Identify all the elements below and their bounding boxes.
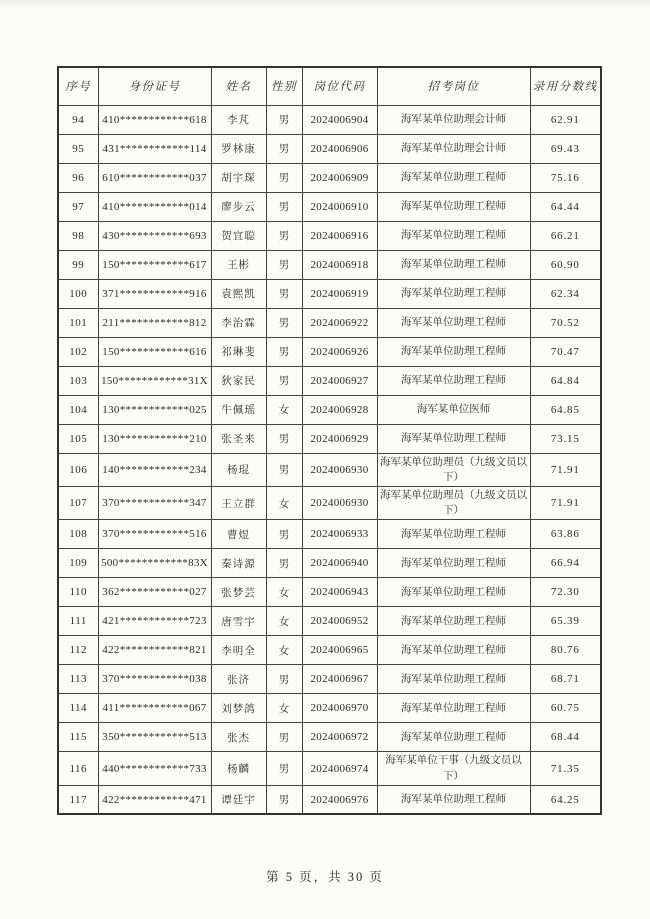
cell-position: 海军某单位助理工程师: [377, 785, 530, 814]
cell-serial: 98: [58, 221, 98, 250]
cell-gender: 女: [266, 636, 302, 665]
cell-name: 李明全: [211, 636, 266, 665]
table-row: [58, 134, 601, 163]
cell-position-code: 2024006927: [302, 366, 377, 395]
cell-position-code: 2024006974: [302, 752, 377, 785]
cell-id-number: 150************31X: [98, 366, 211, 395]
table-row: [58, 520, 601, 549]
cell-serial: 109: [58, 549, 98, 578]
table-row: [58, 607, 601, 636]
cell-id-number: 130************210: [98, 424, 211, 453]
cell-gender: 女: [266, 607, 302, 636]
cell-serial: 115: [58, 723, 98, 752]
cell-position-code: 2024006922: [302, 308, 377, 337]
cell-serial: 116: [58, 752, 98, 785]
cell-serial: 101: [58, 308, 98, 337]
recruitment-score-table: [57, 66, 602, 815]
cell-name: 杨琨: [211, 453, 266, 486]
cell-position-code: 2024006906: [302, 134, 377, 163]
cell-serial: 107: [58, 486, 98, 519]
cell-id-number: 211************812: [98, 308, 211, 337]
cell-id-number: 431************114: [98, 134, 211, 163]
cell-position: 海军某单位助理工程师: [377, 163, 530, 192]
col-header-score-line: 录用分数线: [530, 67, 601, 105]
table-row: [58, 250, 601, 279]
cell-id-number: 440************733: [98, 752, 211, 785]
cell-name: 杨麟: [211, 752, 266, 785]
cell-gender: 男: [266, 192, 302, 221]
cell-score: 69.43: [530, 134, 601, 163]
table-row: [58, 163, 601, 192]
cell-position-code: 2024006930: [302, 486, 377, 519]
cell-id-number: 500************83X: [98, 549, 211, 578]
cell-id-number: 150************616: [98, 337, 211, 366]
cell-serial: 117: [58, 785, 98, 814]
cell-id-number: 421************723: [98, 607, 211, 636]
cell-position: 海军某单位助理工程师: [377, 424, 530, 453]
cell-position: 海军某单位助理会计师: [377, 134, 530, 163]
cell-gender: 女: [266, 395, 302, 424]
cell-score: 80.76: [530, 636, 601, 665]
cell-position: 海军某单位助理工程师: [377, 665, 530, 694]
cell-id-number: 371************916: [98, 279, 211, 308]
table-row: [58, 486, 601, 519]
cell-gender: 男: [266, 337, 302, 366]
cell-serial: 100: [58, 279, 98, 308]
cell-serial: 112: [58, 636, 98, 665]
cell-gender: 男: [266, 785, 302, 814]
cell-position-code: 2024006904: [302, 105, 377, 134]
cell-name: 李治霖: [211, 308, 266, 337]
cell-id-number: 350************513: [98, 723, 211, 752]
cell-score: 70.52: [530, 308, 601, 337]
table-row: [58, 578, 601, 607]
cell-gender: 男: [266, 250, 302, 279]
cell-position-code: 2024006967: [302, 665, 377, 694]
cell-position-code: 2024006909: [302, 163, 377, 192]
cell-position: 海军某单位助理工程师: [377, 520, 530, 549]
cell-gender: 男: [266, 665, 302, 694]
cell-name: 李芃: [211, 105, 266, 134]
table-row: [58, 752, 601, 785]
cell-position-code: 2024006916: [302, 221, 377, 250]
cell-name: 狄家民: [211, 366, 266, 395]
cell-serial: 97: [58, 192, 98, 221]
col-header-serial: 序号: [58, 67, 98, 105]
cell-name: 胡宇琛: [211, 163, 266, 192]
cell-gender: 男: [266, 549, 302, 578]
cell-position: 海军某单位助理工程师: [377, 308, 530, 337]
cell-score: 60.90: [530, 250, 601, 279]
cell-position: 海军某单位干事（九级文员以下）: [377, 752, 530, 785]
cell-id-number: 370************347: [98, 486, 211, 519]
table-row: [58, 105, 601, 134]
cell-score: 66.94: [530, 549, 601, 578]
cell-id-number: 430************693: [98, 221, 211, 250]
cell-score: 64.85: [530, 395, 601, 424]
table-row: [58, 694, 601, 723]
cell-position: 海军某单位医师: [377, 395, 530, 424]
cell-serial: 114: [58, 694, 98, 723]
cell-score: 71.91: [530, 486, 601, 519]
col-header-name: 姓名: [211, 67, 266, 105]
cell-name: 张圣来: [211, 424, 266, 453]
col-header-position-code: 岗位代码: [302, 67, 377, 105]
cell-position: 海军某单位助理工程师: [377, 192, 530, 221]
cell-serial: 103: [58, 366, 98, 395]
cell-position-code: 2024006919: [302, 279, 377, 308]
cell-position: 海军某单位助理工程师: [377, 636, 530, 665]
cell-score: 62.91: [530, 105, 601, 134]
table-header: [58, 67, 601, 105]
cell-position-code: 2024006929: [302, 424, 377, 453]
cell-position: 海军某单位助理会计师: [377, 105, 530, 134]
cell-serial: 105: [58, 424, 98, 453]
table-row: [58, 785, 601, 814]
cell-serial: 111: [58, 607, 98, 636]
table-row: [58, 453, 601, 486]
cell-position-code: 2024006965: [302, 636, 377, 665]
cell-score: 72.30: [530, 578, 601, 607]
cell-name: 王彬: [211, 250, 266, 279]
cell-score: 71.91: [530, 453, 601, 486]
cell-name: 唐雪宇: [211, 607, 266, 636]
cell-serial: 108: [58, 520, 98, 549]
table-row: [58, 636, 601, 665]
cell-serial: 106: [58, 453, 98, 486]
cell-name: 张杰: [211, 723, 266, 752]
cell-position: 海军某单位助理工程师: [377, 549, 530, 578]
table-row: [58, 192, 601, 221]
cell-id-number: 370************516: [98, 520, 211, 549]
cell-name: 刘梦鸽: [211, 694, 266, 723]
cell-gender: 男: [266, 723, 302, 752]
cell-name: 牛佩瑶: [211, 395, 266, 424]
cell-gender: 男: [266, 453, 302, 486]
page-footer: 第 5 页，共 30 页: [266, 870, 384, 884]
cell-position: 海军某单位助理工程师: [377, 578, 530, 607]
cell-name: 张济: [211, 665, 266, 694]
cell-serial: 113: [58, 665, 98, 694]
cell-gender: 男: [266, 424, 302, 453]
cell-score: 70.47: [530, 337, 601, 366]
cell-position-code: 2024006910: [302, 192, 377, 221]
cell-score: 63.86: [530, 520, 601, 549]
cell-serial: 102: [58, 337, 98, 366]
cell-position: 海军某单位助理工程师: [377, 723, 530, 752]
cell-position: 海军某单位助理工程师: [377, 694, 530, 723]
table-row: [58, 723, 601, 752]
cell-id-number: 422************471: [98, 785, 211, 814]
cell-gender: 男: [266, 163, 302, 192]
cell-position: 海军某单位助理工程师: [377, 366, 530, 395]
cell-serial: 96: [58, 163, 98, 192]
cell-score: 64.84: [530, 366, 601, 395]
cell-score: 62.34: [530, 279, 601, 308]
table-row: [58, 665, 601, 694]
cell-position-code: 2024006940: [302, 549, 377, 578]
col-header-gender: 性别: [266, 67, 302, 105]
table-row: [58, 221, 601, 250]
cell-id-number: 150************617: [98, 250, 211, 279]
table-row: [58, 279, 601, 308]
cell-position-code: 2024006918: [302, 250, 377, 279]
cell-gender: 男: [266, 279, 302, 308]
cell-position-code: 2024006930: [302, 453, 377, 486]
cell-position: 海军某单位助理员（九级文员以下）: [377, 453, 530, 486]
cell-position-code: 2024006976: [302, 785, 377, 814]
cell-score: 66.21: [530, 221, 601, 250]
cell-gender: 男: [266, 752, 302, 785]
cell-score: 64.25: [530, 785, 601, 814]
cell-position-code: 2024006943: [302, 578, 377, 607]
cell-position: 海军某单位助理工程师: [377, 250, 530, 279]
cell-position-code: 2024006933: [302, 520, 377, 549]
cell-score: 60.75: [530, 694, 601, 723]
table-row: [58, 308, 601, 337]
cell-name: 廖步云: [211, 192, 266, 221]
cell-score: 75.16: [530, 163, 601, 192]
table-row: [58, 337, 601, 366]
cell-gender: 男: [266, 134, 302, 163]
cell-score: 68.44: [530, 723, 601, 752]
cell-position-code: 2024006926: [302, 337, 377, 366]
table-row: [58, 366, 601, 395]
col-header-position: 招考岗位: [377, 67, 530, 105]
cell-id-number: 422************821: [98, 636, 211, 665]
cell-position-code: 2024006952: [302, 607, 377, 636]
cell-name: 谭廷宇: [211, 785, 266, 814]
cell-position: 海军某单位助理员（九级文员以下）: [377, 486, 530, 519]
cell-id-number: 130************025: [98, 395, 211, 424]
cell-name: 秦诗源: [211, 549, 266, 578]
header-row: [58, 67, 601, 105]
cell-name: 曹煜: [211, 520, 266, 549]
cell-id-number: 410************618: [98, 105, 211, 134]
cell-serial: 110: [58, 578, 98, 607]
cell-name: 罗林康: [211, 134, 266, 163]
cell-name: 袁熙凯: [211, 279, 266, 308]
table-row: [58, 424, 601, 453]
cell-id-number: 370************038: [98, 665, 211, 694]
cell-id-number: 410************014: [98, 192, 211, 221]
cell-position-code: 2024006970: [302, 694, 377, 723]
cell-id-number: 140************234: [98, 453, 211, 486]
table-row: [58, 395, 601, 424]
cell-score: 73.15: [530, 424, 601, 453]
cell-id-number: 362************027: [98, 578, 211, 607]
cell-score: 65.39: [530, 607, 601, 636]
cell-gender: 男: [266, 105, 302, 134]
cell-position: 海军某单位助理工程师: [377, 607, 530, 636]
cell-id-number: 610************037: [98, 163, 211, 192]
cell-serial: 94: [58, 105, 98, 134]
col-header-id-number: 身份证号: [98, 67, 211, 105]
cell-position-code: 2024006972: [302, 723, 377, 752]
cell-serial: 95: [58, 134, 98, 163]
cell-name: 张梦芸: [211, 578, 266, 607]
cell-position-code: 2024006928: [302, 395, 377, 424]
cell-score: 71.35: [530, 752, 601, 785]
cell-gender: 男: [266, 366, 302, 395]
cell-serial: 104: [58, 395, 98, 424]
table-row: [58, 549, 601, 578]
cell-name: 祁琳斐: [211, 337, 266, 366]
cell-gender: 女: [266, 486, 302, 519]
cell-id-number: 411************067: [98, 694, 211, 723]
cell-score: 64.44: [530, 192, 601, 221]
cell-position: 海军某单位助理工程师: [377, 337, 530, 366]
cell-gender: 男: [266, 308, 302, 337]
cell-position: 海军某单位助理工程师: [377, 221, 530, 250]
cell-gender: 女: [266, 694, 302, 723]
cell-score: 68.71: [530, 665, 601, 694]
cell-position: 海军某单位助理工程师: [377, 279, 530, 308]
table-body: [58, 105, 601, 814]
cell-name: 贺宜聪: [211, 221, 266, 250]
cell-gender: 男: [266, 221, 302, 250]
cell-gender: 男: [266, 520, 302, 549]
cell-name: 王立群: [211, 486, 266, 519]
cell-serial: 99: [58, 250, 98, 279]
cell-gender: 女: [266, 578, 302, 607]
